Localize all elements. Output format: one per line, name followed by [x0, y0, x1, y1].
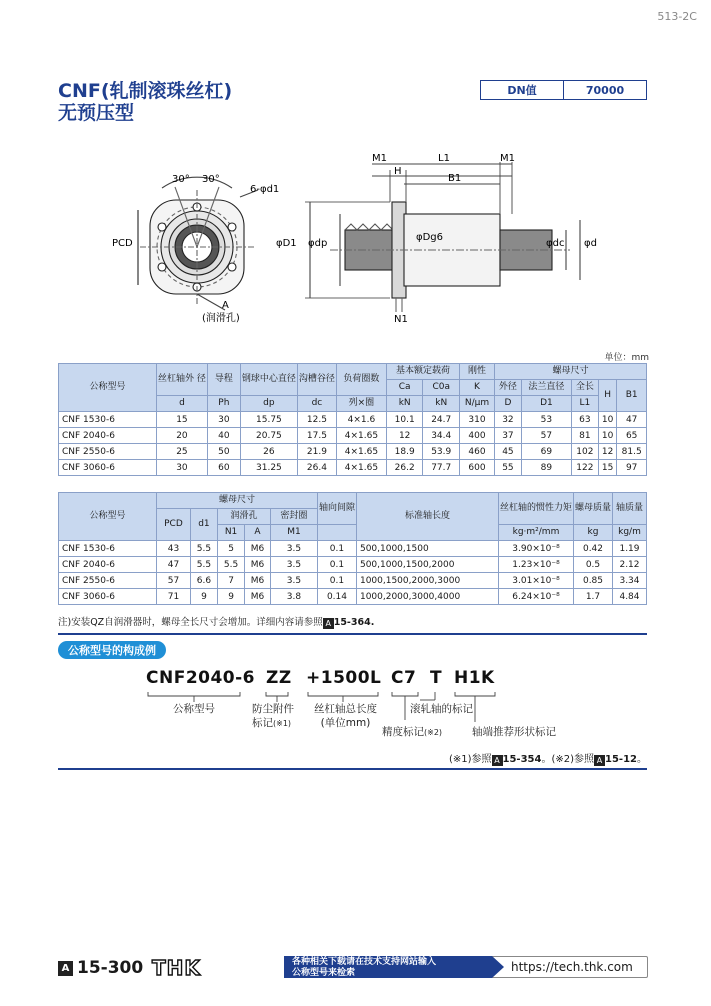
table-cell: 10 [598, 412, 617, 428]
table-cell: 102 [571, 444, 598, 460]
table-cell: 32 [494, 412, 521, 428]
table-cell: 71 [157, 589, 191, 605]
m1-right: M1 [500, 153, 515, 164]
table-cell: 4×1.65 [336, 460, 386, 476]
table-cell: CNF 2040-6 [59, 557, 157, 573]
table-cell: 3.8 [270, 589, 317, 605]
th2-pcd: PCD [157, 509, 191, 541]
ref2-a-icon: A [594, 755, 605, 766]
table-cell: 77.7 [423, 460, 460, 476]
table-cell: CNF 3060-6 [59, 589, 157, 605]
table-cell: 15 [598, 460, 617, 476]
table-cell: 1000,1500,2000,3000 [356, 573, 498, 589]
table-cell: 0.1 [317, 541, 356, 557]
table1-row [59, 428, 647, 444]
table-cell: 4×1.65 [336, 444, 386, 460]
th-ball-pcd: 钢球中心直径 [240, 364, 297, 396]
note-text: 注)安装QZ自润滑器时，螺母全长尺寸会增加。详细内容请参照 [58, 617, 323, 628]
table2-row [59, 573, 647, 589]
table-cell: CNF 2550-6 [59, 444, 157, 460]
thk-logo: THK [152, 956, 201, 980]
table2-row [59, 541, 647, 557]
label-accuracy-b: (※2) [424, 728, 443, 737]
table-cell: 53.9 [423, 444, 460, 460]
table-cell: 4.84 [613, 589, 647, 605]
table-cell: 0.85 [573, 573, 612, 589]
table-cell: 50 [207, 444, 240, 460]
spec-table-2 [58, 492, 647, 605]
table-cell: 30 [157, 460, 208, 476]
table-cell: 9 [218, 589, 245, 605]
table-cell: 9 [190, 589, 217, 605]
table-cell: 4×1.65 [336, 428, 386, 444]
th-flange-dia: 法兰直径 [521, 380, 571, 396]
th-unit-turns: 列×圈 [336, 396, 386, 412]
th2-a: A [245, 525, 271, 541]
page-code: 513-2C [657, 10, 697, 23]
table-cell: 3.01×10⁻⁸ [498, 573, 573, 589]
table-cell: 24.7 [423, 412, 460, 428]
th-od: 外径 [494, 380, 521, 396]
n1-label: N1 [394, 314, 408, 325]
table1-row [59, 460, 647, 476]
d-label: φd [584, 238, 597, 249]
table-cell: M6 [245, 589, 271, 605]
label-length [314, 702, 377, 730]
lube-hole-label: A [222, 300, 229, 311]
table-cell: 55 [494, 460, 521, 476]
table-cell: 65 [617, 428, 647, 444]
table-cell: 47 [617, 412, 647, 428]
code-part-seal: ZZ [266, 668, 292, 688]
table-cell: 5.5 [190, 557, 217, 573]
th2-unit-inertia: kg·m²/mm [498, 525, 573, 541]
table-cell: 26.4 [297, 460, 336, 476]
table-cell: CNF 2550-6 [59, 573, 157, 589]
table2-row [59, 557, 647, 573]
table-cell: 25 [157, 444, 208, 460]
label-seal [252, 702, 294, 731]
table2-row [59, 589, 647, 605]
th-nut-dim: 螺母尺寸 [494, 364, 646, 380]
spec-table-1 [58, 363, 647, 476]
table-cell: M6 [245, 573, 271, 589]
code-part-rolled: T [430, 668, 443, 688]
h-label: H [394, 166, 402, 177]
table-cell: 0.1 [317, 573, 356, 589]
table-cell: 1.19 [613, 541, 647, 557]
table-cell: 500,1000,1500,2000 [356, 557, 498, 573]
th-unit-kn1: kN [386, 396, 423, 412]
table-cell: CNF 1530-6 [59, 412, 157, 428]
th-unit-kn2: kN [423, 396, 460, 412]
th2-lube: 润滑孔 [218, 509, 271, 525]
table1-row [59, 444, 647, 460]
th-unit-d: d [157, 396, 208, 412]
table-cell: 20 [157, 428, 208, 444]
label-seal-b: 标记 [252, 717, 273, 729]
table-cell: 57 [157, 573, 191, 589]
th-h: H [598, 380, 617, 412]
banner-arrow-icon [492, 956, 504, 978]
section-a-icon: A [323, 618, 334, 629]
banner-line2: 公称型号来检索 [292, 967, 356, 978]
table-cell: 400 [460, 428, 495, 444]
table-cell: 0.1 [317, 557, 356, 573]
footer-page-number [58, 958, 143, 978]
th-unit-dc: dc [297, 396, 336, 412]
table-cell: CNF 3060-6 [59, 460, 157, 476]
table-cell: 3.5 [270, 557, 317, 573]
pcd-label: PCD [112, 238, 133, 249]
th-unit-D: D [494, 396, 521, 412]
label-accuracy-a: 精度标记 [382, 726, 424, 738]
section-title: 公称型号的构成例 [58, 641, 166, 659]
table-cell: 0.42 [573, 541, 612, 557]
th2-seal: 密封圈 [270, 509, 317, 525]
table-cell: 5.5 [190, 541, 217, 557]
table-note [58, 614, 374, 629]
label-shaft-end: 轴端推荐形状标记 [472, 726, 556, 738]
dn-value-box [480, 80, 647, 100]
table-cell: 460 [460, 444, 495, 460]
page-title [58, 80, 232, 124]
table-cell: 1000,2000,3000,4000 [356, 589, 498, 605]
table-cell: 12.5 [297, 412, 336, 428]
label-rolled: 滚轧轴的标记 [410, 703, 473, 715]
th-b1: B1 [617, 380, 647, 412]
footnote-refs [449, 750, 647, 766]
table-cell: 5.5 [218, 557, 245, 573]
table-cell: 3.5 [270, 573, 317, 589]
table-cell: 7 [218, 573, 245, 589]
table-cell: CNF 1530-6 [59, 541, 157, 557]
table-cell: 12 [598, 444, 617, 460]
th2-nut-mass: 螺母质量 [573, 493, 612, 525]
table-cell: 15 [157, 412, 208, 428]
dn-value: 70000 [585, 83, 625, 97]
table-cell: 10 [598, 428, 617, 444]
table-cell: 6.6 [190, 573, 217, 589]
th2-d1: d1 [190, 509, 217, 541]
divider-bottom [58, 768, 647, 770]
table-cell: M6 [245, 541, 271, 557]
title-line1: CNF(轧制滚珠丝杠) [58, 80, 233, 102]
table-cell: 20.75 [240, 428, 297, 444]
code-part-shaft-end: H1K [454, 668, 495, 688]
table-cell: 26.2 [386, 460, 423, 476]
table-cell: 18.9 [386, 444, 423, 460]
table-cell: 15.75 [240, 412, 297, 428]
dn-label: DN值 [481, 81, 564, 99]
flange-front-view [138, 177, 258, 310]
table-cell: 26 [240, 444, 297, 460]
th2-n1: N1 [218, 525, 245, 541]
dc-label: φdc [546, 238, 565, 249]
table-cell: 5 [218, 541, 245, 557]
tech-site-url[interactable]: https://tech.thk.com [511, 960, 633, 974]
angle-label-2: 30° [202, 174, 220, 185]
divider-top [58, 633, 647, 635]
label-seal-c: (※1) [273, 719, 292, 728]
th-unit-dp: dp [240, 396, 297, 412]
table-cell: 69 [521, 444, 571, 460]
code-part-accuracy: C7 [391, 668, 417, 688]
table-cell: 500,1000,1500 [356, 541, 498, 557]
table-cell: 45 [494, 444, 521, 460]
table-cell: 10.1 [386, 412, 423, 428]
ref2-value: 15-12 [605, 754, 637, 765]
th-rigidity: 刚性 [460, 364, 495, 380]
th-shaft-od: 丝杠轴外 径 [157, 364, 208, 396]
ref1-value: 15-354 [502, 754, 542, 765]
table-cell: 57 [521, 428, 571, 444]
table-cell: 600 [460, 460, 495, 476]
table-cell: 43 [157, 541, 191, 557]
label-length-a: 丝杠轴总长度 [314, 703, 377, 715]
m1-left: M1 [372, 153, 387, 164]
banner-line1: 各种相关下载请在技术支持网站输入 [292, 957, 437, 967]
b1-label: B1 [448, 173, 462, 184]
table-cell: 3.34 [613, 573, 647, 589]
th-model: 公称型号 [59, 364, 157, 412]
th-c0a: C0a [423, 380, 460, 396]
page-number: 15-300 [77, 958, 144, 978]
table-cell: 0.5 [573, 557, 612, 573]
table-cell: 6.24×10⁻⁸ [498, 589, 573, 605]
code-part-model: CNF2040-6 [146, 668, 256, 688]
table-cell: 12 [386, 428, 423, 444]
code-part-length: +1500L [306, 668, 382, 688]
title-line2: 无预压型 [58, 102, 135, 124]
th2-unit-nut: kg [573, 525, 612, 541]
section-a-badge: A [58, 961, 73, 976]
th2-nut-dim: 螺母尺寸 [157, 493, 318, 509]
table-cell: 47 [157, 557, 191, 573]
th-k: K [460, 380, 495, 396]
th-unit-D1: D1 [521, 396, 571, 412]
table-cell: 21.9 [297, 444, 336, 460]
note-ref: 15-364. [333, 617, 375, 628]
th-groove-dia: 沟槽谷径 [297, 364, 336, 396]
ref-end: 。 [637, 754, 647, 765]
table-cell: 2.12 [613, 557, 647, 573]
th2-model: 公称型号 [59, 493, 157, 541]
th-total-len: 全长 [571, 380, 598, 396]
table-cell: 4×1.6 [336, 412, 386, 428]
th2-std-len: 标准轴长度 [356, 493, 498, 541]
unit-label: 单位：mm [604, 353, 649, 363]
table-cell: 3.5 [270, 541, 317, 557]
dp-label: φdp [308, 238, 328, 249]
th-ca: Ca [386, 380, 423, 396]
th-rated-load: 基本额定载荷 [386, 364, 459, 380]
table-cell: 1.23×10⁻⁸ [498, 557, 573, 573]
l1-label: L1 [438, 153, 450, 164]
th-unit-ph: Ph [207, 396, 240, 412]
label-model: 公称型号 [173, 703, 215, 715]
label-accuracy [382, 725, 442, 740]
label-seal-a: 防尘附件 [252, 703, 294, 715]
table-cell: 63 [571, 412, 598, 428]
technical-drawing [100, 150, 640, 330]
table-cell: 60 [207, 460, 240, 476]
holes-label: 6-φd1 [250, 184, 280, 195]
th2-m1: M1 [270, 525, 317, 541]
table-cell: 40 [207, 428, 240, 444]
angle-label-1: 30° [172, 174, 190, 185]
table-cell: 53 [521, 412, 571, 428]
th2-inertia: 丝杠轴的惯性力矩 [498, 493, 573, 525]
th2-shaft-mass: 轴质量 [613, 493, 647, 525]
table-cell: 17.5 [297, 428, 336, 444]
th2-axial: 轴向间隙 [317, 493, 356, 525]
table-cell: 34.4 [423, 428, 460, 444]
ref1-text: (※1)参照 [448, 754, 492, 765]
table-cell: 81.5 [617, 444, 647, 460]
download-banner [284, 956, 492, 978]
table-cell: CNF 2040-6 [59, 428, 157, 444]
table-cell: 0.14 [317, 589, 356, 605]
table-cell: 31.25 [240, 460, 297, 476]
th-unit-L1: L1 [571, 396, 598, 412]
lube-hole-sub: (润滑孔) [202, 313, 240, 324]
table-cell: 310 [460, 412, 495, 428]
th-load-circuits: 负荷圈数 [336, 364, 386, 396]
table-cell: 81 [571, 428, 598, 444]
table-cell: 3.90×10⁻⁸ [498, 541, 573, 557]
dg6-label: φDg6 [416, 232, 444, 243]
table-cell: 1.7 [573, 589, 612, 605]
table-cell: 97 [617, 460, 647, 476]
ref1-a-icon: A [492, 755, 503, 766]
tech-site-link[interactable] [480, 956, 648, 978]
table1-row [59, 412, 647, 428]
table-cell: 122 [571, 460, 598, 476]
d1-label: φD1 [276, 238, 297, 249]
ref2-text: 。(※2)参照 [541, 754, 595, 765]
th2-axial-blank [317, 525, 356, 541]
table-cell: 37 [494, 428, 521, 444]
th-lead: 导程 [207, 364, 240, 396]
th2-unit-shaft: kg/m [613, 525, 647, 541]
label-length-b: (单位mm) [320, 717, 371, 729]
table-cell: 89 [521, 460, 571, 476]
table-cell: 30 [207, 412, 240, 428]
th-unit-k: N/μm [460, 396, 495, 412]
table-cell: M6 [245, 557, 271, 573]
